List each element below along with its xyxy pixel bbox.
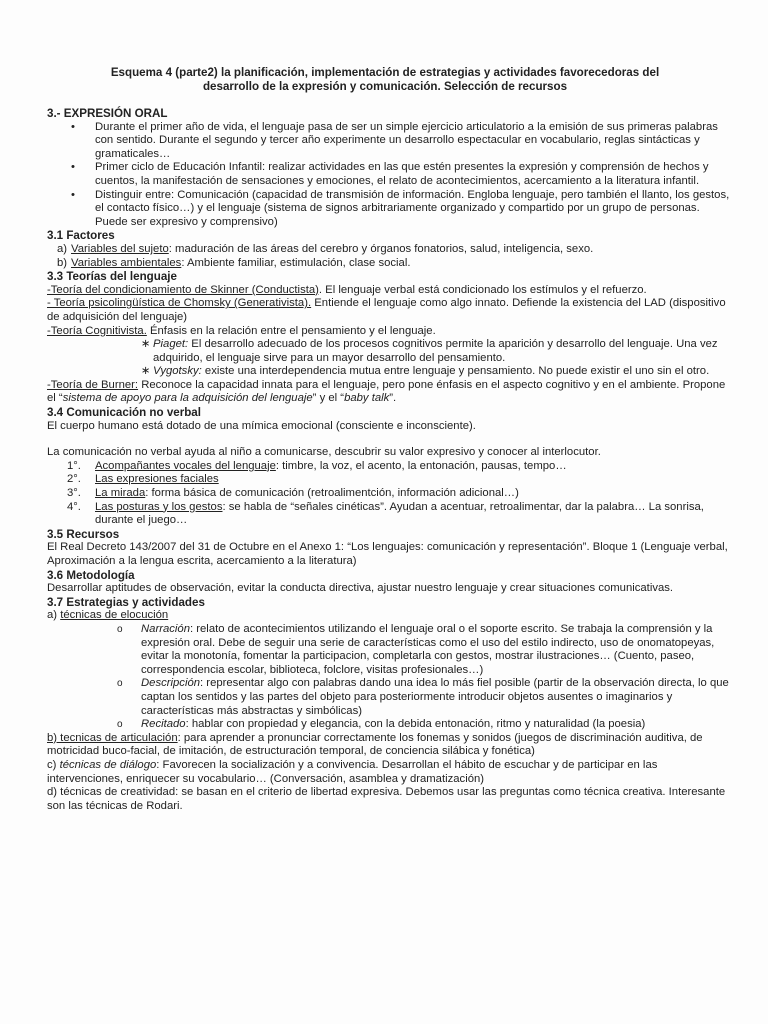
list-marker: 4°.	[67, 500, 81, 513]
circle-marker: o	[117, 623, 123, 635]
section-heading-teorias: 3.3 Teorías del lenguaje	[47, 270, 177, 284]
tecnica-term: Narración	[141, 622, 190, 635]
list-marker: a)	[57, 242, 68, 255]
teoria-text: Énfasis en la relación entre el pensamiento y el lenguaje.	[146, 324, 436, 337]
tecnica-term: Recitado	[141, 718, 186, 731]
item-term: La mirada	[95, 487, 146, 500]
title-line-2: desarrollo de la expresión y comunicación. Selección de recursos	[202, 80, 568, 93]
section-heading-factores: 3.1 Factores	[47, 229, 115, 243]
estrategia-term: técnicas de elocución	[60, 609, 169, 622]
no-verbal-lead: La comunicación no verbal ayuda al niño a comunicarse, descubrir su valor expresivo y conocer al interlocutor.	[47, 446, 601, 459]
factor-term: Variables ambientales	[71, 256, 182, 269]
list-marker: b)	[57, 256, 68, 269]
factor-term: Variables del sujeto	[71, 242, 169, 255]
teoria-term: - Teoría psicolingüística de Chomsky (Generativista).	[47, 297, 312, 310]
teoria-chomsky	[47, 297, 731, 324]
estrategia-prefix: a)	[47, 609, 61, 622]
item-text: : timbre, la voz, el acento, la entonación, pausas, tempo…	[275, 459, 567, 472]
list-marker: 2°.	[67, 473, 81, 486]
tecnica-text: : relato de acontecimientos utilizando el lenguaje oral o el soporte escrito. Se trabaja la comprensión y la expresión oral. Debe de seguir una serie de características como el uso del estilo indirecto, uso de onomatopeyas, evitar la monotonía, fomentar la participacion, completarla con gestos, mostrar ilustraciones… (Cuento, paseo, correspondencia escolar, biblioteca, folclore, visitas profesionales…)	[141, 622, 715, 676]
list-item	[47, 677, 731, 718]
estrategia-term: b) tecnicas de articulación	[47, 731, 178, 744]
tecnica-text: : hablar con propiedad y elegancia, con la debida entonación, ritmo y naturalidad (la poesia)	[185, 718, 646, 731]
teoria-text: Reconoce la capacidad innata para el lenguaje, pero pone énfasis en el aspecto cognitivo y en el ambiente. Propone el “	[47, 378, 726, 405]
tecnica-text: : representar algo con palabras dando una idea lo más fiel posible (partir de la observación directa, lo que captan los sentidos y las partes del objeto para posteriormente introducir objetos ausentes o imaginarios y características más abstractas y simbólicas)	[141, 677, 729, 717]
teoria-text: Entiende el lenguaje como algo innato. Defiende la existencia del LAD (dispositivo de adquisición del lenguaje)	[47, 297, 726, 323]
teoria-term: -Teoría del condicionamiento de Skinner (Conductista)	[47, 283, 319, 296]
estrategia-prefix: c)	[47, 758, 60, 771]
spacer	[47, 433, 731, 446]
item-text: : forma básica de comunicación (retroalimentción, información adicional…)	[145, 487, 519, 500]
list-marker: 3°.	[67, 487, 81, 500]
teoria-vygotsky	[47, 365, 731, 379]
teoria-text: . El lenguaje verbal está condicionado los estímulos y el refuerzo.	[318, 283, 647, 296]
list-item	[47, 487, 731, 501]
expresion-oral-bullets	[47, 121, 731, 230]
estrategia-a	[47, 609, 731, 623]
metodologia-text: Desarrollar aptitudes de observación, evitar la conducta directiva, ajustar nuestro lenguaje y crear situaciones comunicativas.	[47, 582, 674, 595]
list-item	[47, 718, 731, 732]
author-text: El desarrollo adecuado de los procesos cognitivos permite la aparición y desarrollo del lenguaje. Una vez adquirido, el lenguaje sirve para un mayor desarrollo del pensamiento.	[153, 338, 718, 364]
estrategia-c	[47, 759, 731, 786]
author-name: Piaget:	[153, 338, 189, 351]
item-term: Las expresiones faciales	[95, 473, 219, 486]
section-heading-recursos: 3.5 Recursos	[47, 527, 120, 541]
estrategia-d: d) técnicas de creatividad: se basan en el criterio de libertad expresiva. Debemos usar las preguntas como técnica creativa. Interesante son las técnicas de Rodari.	[47, 786, 726, 812]
list-item	[47, 623, 731, 677]
circle-marker: o	[117, 678, 123, 690]
circle-marker: o	[117, 719, 123, 731]
item-text: : se habla de “señales cinéticas”. Ayudan a acentuar, retroalimentar, dar la palabra… La sonrisa, durante el juego…	[95, 500, 704, 527]
star-marker: ∗	[141, 338, 151, 351]
document-title	[60, 66, 710, 94]
teoria-piaget	[47, 338, 731, 365]
teoria-term: -Teoría Cognitivista.	[47, 324, 147, 337]
bullet-item: • Distinguir entre: Comunicación (capacidad de transmisión de información. Engloba lenguaje, pero también el llanto, los gestos, el contacto físico…) y el lenguaje (sistema de signos arbitrariamente organizado y compartido por un grupo de personas. Puede ser expresivo y comprensivo)	[47, 189, 731, 230]
no-verbal-list	[47, 460, 731, 528]
section-heading-no-verbal: 3.4 Comunicación no verbal	[47, 406, 201, 420]
teoria-burner	[47, 379, 731, 406]
list-item	[47, 257, 731, 271]
section-heading-estrategias: 3.7 Estrategias y actividades	[47, 595, 205, 609]
item-term: Acompañantes vocales del lenguaje	[95, 459, 276, 472]
estrategia-text: : Favorecen la socialización y a convivencia. Desarrollan el hábito de escuchar y de participar en las intervenciones, enriquecer su vocabulario… (Conversación, asamblea y dramatización)	[47, 758, 658, 785]
teoria-cognitivista	[47, 325, 731, 339]
document-body	[47, 107, 731, 813]
section-heading-metodologia: 3.6 Metodología	[47, 568, 135, 582]
author-text: existe una interdependencia mutua entre lenguaje y pensamiento. No puede existir el uno sin el otro.	[201, 365, 710, 378]
list-item	[47, 501, 731, 528]
teoria-quote: baby talk	[344, 392, 390, 405]
item-term: Las posturas y los gestos	[95, 500, 223, 513]
section-heading-expresion-oral: 3.- EXPRESIÓN ORAL	[47, 107, 168, 120]
estrategia-term: técnicas de diálogo	[59, 758, 157, 771]
teoria-text: ”.	[389, 392, 397, 405]
bullet-item: • Primer ciclo de Educación Infantil: realizar actividades en las que estén presentes la expresión y comprensión de hechos y cuentos, la manifestación de sensaciones y emociones, el relato de acontecimientos, acercamiento a la literatura infantil.	[47, 161, 731, 188]
author-name: Vygotsky:	[153, 365, 202, 378]
list-item	[47, 243, 731, 257]
title-line-1: Esquema 4 (parte2) la planificación, implementación de estrategias y actividades favorecedoras del	[110, 66, 660, 79]
teoria-quote: sistema de apoyo para la adquisición del lenguaje	[62, 392, 313, 405]
factor-text: : Ambiente familiar, estimulación, clase social.	[181, 256, 411, 269]
bullet-item: • Durante el primer año de vida, el lenguaje pasa de ser un simple ejercicio articulatorio a la emisión de sus primeras palabras con sentido. Durante el segundo y tercer año experimente un desarrollo espectacular en vocabulario, reglas sintácticas y gramaticales…	[47, 121, 731, 162]
recursos-text: El Real Decreto 143/2007 del 31 de Octubre en el Anexo 1: “Los lenguajes: comunicación y representación”. Bloque 1 (Lenguaje verbal, Aproximación a la lengua escrita, acercamiento a la literatura)	[47, 541, 728, 567]
factor-text: : maduración de las áreas del cerebro y órganos fonatorios, salud, inteligencia, sexo.	[168, 242, 594, 255]
tecnica-term: Descripción	[141, 677, 201, 690]
star-marker: ∗	[141, 365, 151, 378]
list-marker: 1°.	[67, 459, 81, 472]
teoria-text: ” y el “	[312, 392, 345, 405]
no-verbal-intro: El cuerpo humano está dotado de una mímica emocional (consciente e inconsciente).	[47, 419, 476, 432]
estrategia-b	[47, 732, 731, 759]
factores-list	[47, 243, 731, 270]
list-item	[47, 473, 731, 487]
teoria-term: -Teoría de Burner:	[47, 378, 139, 391]
estrategia-text: : para aprender a pronunciar correctamente los fonemas y sonidos (juegos de discriminación auditiva, de motricidad buco-facial, de imitación, de estructuración temporal, de conciencia silábica y fonética)	[47, 731, 703, 758]
teoria-skinner	[47, 284, 731, 298]
list-item	[47, 460, 731, 474]
